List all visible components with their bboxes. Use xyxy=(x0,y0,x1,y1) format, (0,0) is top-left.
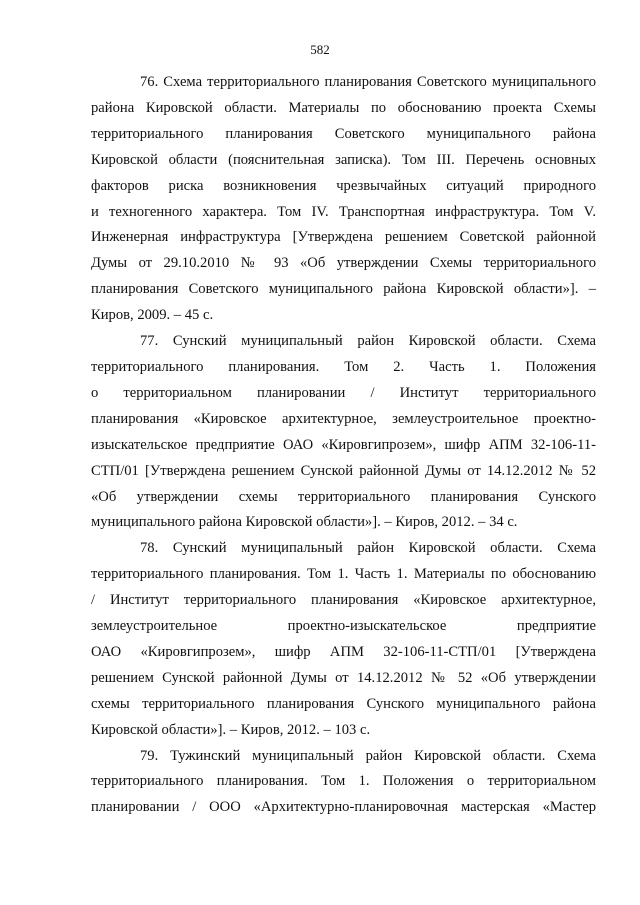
entry-line: муниципального района Кировской области»]. – Киров, 2012. – 34 с. xyxy=(91,514,518,531)
entry-line: территориального планирования. Том 1. Часть 1. Материалы по обоснованию xyxy=(91,566,596,583)
entry-line: Кировской области (пояснительная записка). Том III. Перечень основных xyxy=(91,151,596,168)
entry-line: Киров, 2009. – 45 с. xyxy=(91,307,214,324)
entry-line: планирования Советского муниципального района Кировской области»]. – xyxy=(91,281,596,298)
entry-line: 79. Тужинский муниципальный район Кировской области. Схема xyxy=(140,747,596,764)
entry-line: «Об утверждении схемы территориального планирования Сунского xyxy=(91,488,596,505)
entry-line: и техногенного характера. Том IV. Транспортная инфраструктура. Том V. xyxy=(91,203,596,220)
entry-line: решением Сунской районной Думы от 14.12.2012 № 52 «Об утверждении xyxy=(91,669,596,686)
entry-line: планирования «Кировское архитектурное, землеустроительное проектно- xyxy=(91,410,596,427)
entry-line: факторов риска возникновения чрезвычайных ситуаций природного xyxy=(91,177,596,194)
entry-line: 78. Сунский муниципальный район Кировской области. Схема xyxy=(140,540,596,557)
entry-line: территориального планирования. Том 2. Часть 1. Положения xyxy=(91,358,596,375)
entry-line: ОАО «Кировгипрозем», шифр АПМ 32-106-11-СТП/01 [Утверждена xyxy=(91,643,596,660)
bibliography-entry-79 xyxy=(91,744,596,822)
entry-line: Инженерная инфраструктура [Утверждена решением Советской районной xyxy=(91,229,596,246)
entry-line: планировании / ООО «Архитектурно-планировочная мастерская «Мастер xyxy=(91,799,596,816)
entry-line: Думы от 29.10.2010 № 93 «Об утверждении Схемы территориального xyxy=(91,255,596,272)
entry-line: / Институт территориального планирования «Кировское архитектурное, xyxy=(91,592,596,609)
entry-line: схемы территориального планирования Сунского муниципального района xyxy=(91,695,596,712)
bibliography-entry-76 xyxy=(91,70,596,329)
entry-line: изыскательское предприятие ОАО «Кировгипрозем», шифр АПМ 32-106-11- xyxy=(91,436,596,453)
entry-line: территориального планирования Советского муниципального района xyxy=(91,125,596,142)
bibliography-list xyxy=(91,70,596,821)
entry-line: района Кировской области. Материалы по обоснованию проекта Схемы xyxy=(91,99,596,116)
page-number: 582 xyxy=(310,42,330,57)
entry-line: территориального планирования. Том 1. Положения о территориальном xyxy=(91,773,596,790)
entry-line: Кировской области»]. – Киров, 2012. – 103 с. xyxy=(91,721,371,738)
bibliography-entry-77 xyxy=(91,329,596,536)
entry-line: 77. Сунский муниципальный район Кировской области. Схема xyxy=(140,333,596,350)
entry-line: 76. Схема территориального планирования Советского муниципального xyxy=(140,74,596,90)
entry-line: о территориальном планировании / Институт территориального xyxy=(91,384,596,401)
entry-line: землеустроительное проектно-изыскательское предприятие xyxy=(91,618,596,635)
entry-line: СТП/01 [Утверждена решением Сунской районной Думы от 14.12.2012 № 52 xyxy=(91,462,596,479)
bibliography-entry-78 xyxy=(91,536,596,743)
